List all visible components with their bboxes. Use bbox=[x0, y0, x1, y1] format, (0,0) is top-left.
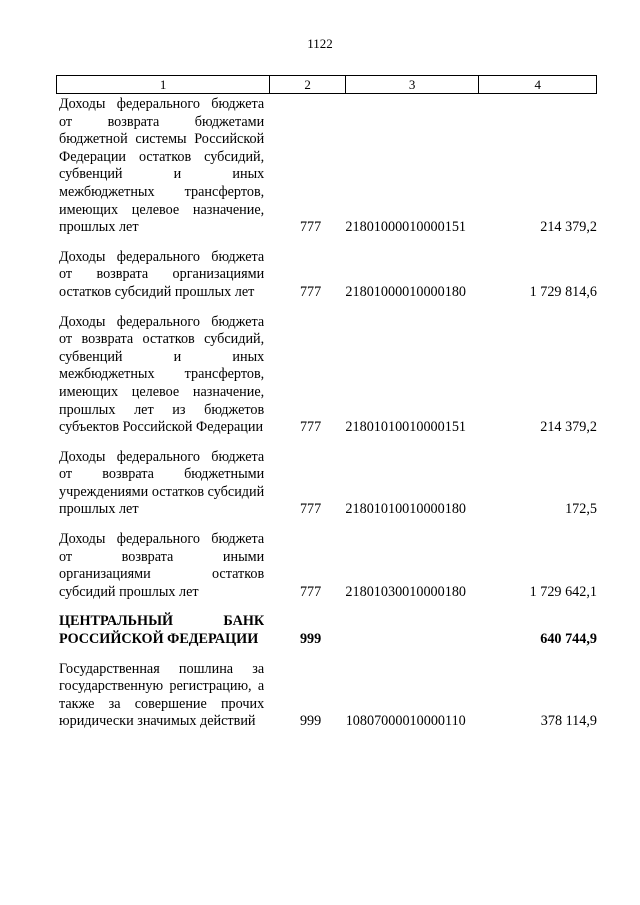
row-description: Доходы федерального бюджета от возврата организациями остатков субсидий прошлых лет bbox=[59, 248, 265, 300]
row-admin-code: 999 bbox=[299, 631, 322, 648]
row-classification-code: 21801000010000151 bbox=[345, 219, 467, 236]
row-amount: 378 114,9 bbox=[540, 713, 597, 730]
header-col-3: 3 bbox=[346, 76, 480, 93]
table-row bbox=[56, 531, 597, 601]
row-amount: 1 729 814,6 bbox=[529, 283, 597, 300]
row-classification-code: 21801010010000180 bbox=[345, 501, 467, 518]
row-description: Доходы федерального бюджета от возврата иными организациями остатков субсидий прошлых лет bbox=[59, 531, 265, 600]
page-number: 1122 bbox=[307, 36, 333, 51]
row-amount: 214 379,2 bbox=[540, 219, 597, 236]
row-amount: 1 729 642,1 bbox=[529, 583, 597, 600]
header-col-1: 1 bbox=[57, 76, 270, 93]
header-col-2: 2 bbox=[270, 76, 346, 93]
table-header-row bbox=[56, 75, 597, 94]
row-classification-code: 21801000010000180 bbox=[345, 283, 467, 300]
table-row bbox=[56, 449, 597, 519]
row-description: Государственная пошлина за государственную регистрацию, а также за совершение прочих юридически значимых действий bbox=[59, 660, 265, 730]
row-admin-code: 777 bbox=[299, 501, 322, 518]
table-row bbox=[56, 661, 597, 731]
row-admin-code: 777 bbox=[299, 219, 322, 236]
row-classification-code: 21801010010000151 bbox=[345, 419, 467, 436]
row-amount: 172,5 bbox=[565, 501, 597, 518]
row-classification-code: 10807000010000110 bbox=[345, 713, 466, 730]
row-admin-code: 777 bbox=[299, 583, 322, 600]
table-row bbox=[56, 249, 597, 302]
table-row bbox=[56, 314, 597, 437]
row-amount: 214 379,2 bbox=[540, 419, 597, 436]
row-classification-code: 21801030010000180 bbox=[345, 583, 467, 600]
header-col-4: 4 bbox=[534, 77, 541, 92]
row-description: Доходы федерального бюджета от возврата бюджетами бюджетной системы Российской Федерации остатков субсидий, субвенций и иных межбюджетных трансфертов, имеющих целевое назначение, прошлых лет bbox=[59, 96, 265, 236]
table-row bbox=[56, 96, 597, 237]
row-admin-code: 777 bbox=[299, 283, 322, 300]
row-amount: 640 744,9 bbox=[540, 631, 597, 648]
budget-table bbox=[56, 75, 597, 731]
row-description: Доходы федерального бюджета от возврата бюджетными учреждениями остатков субсидий прошлых лет bbox=[59, 448, 265, 518]
row-description: ЦЕНТРАЛЬНЫЙ БАНК РОССИЙСКОЙ ФЕДЕРАЦИИ bbox=[59, 613, 265, 648]
row-description: Доходы федерального бюджета от возврата остатков субсидий, субвенций и иных межбюджетных трансфертов, имеющих целевое назначение, прошлых лет из бюджетов субъектов Российской Федерации bbox=[59, 313, 265, 436]
row-admin-code: 999 bbox=[299, 713, 322, 730]
table-row-section-heading bbox=[56, 613, 597, 648]
row-admin-code: 777 bbox=[299, 419, 322, 436]
